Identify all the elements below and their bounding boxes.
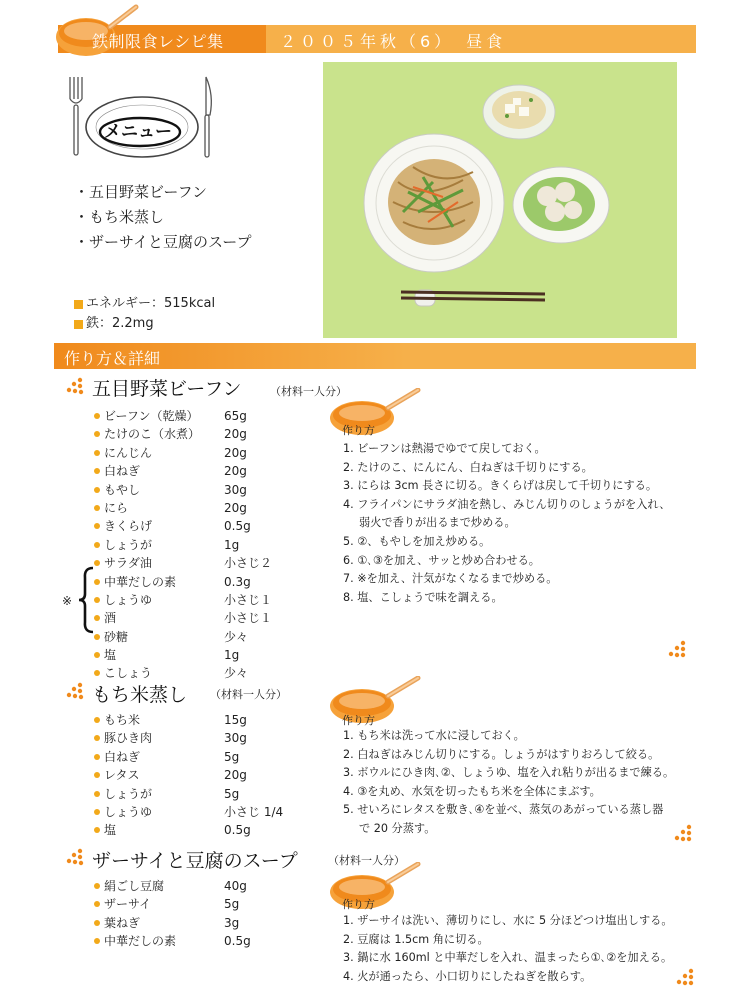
pan-label: 作り方 xyxy=(342,714,375,727)
step-item: 3. にらは 3cm 長さに切る。きくらげは戻して千切りにする。 xyxy=(343,479,658,493)
step-item: 1. もち米は洗って水に浸しておく。 xyxy=(343,729,525,742)
bullet-icon xyxy=(94,938,100,944)
ingredient-name: 砂糖 xyxy=(104,629,129,644)
step-list xyxy=(343,727,674,839)
menu-item: ・ザーサイと豆腐のスープ xyxy=(74,233,252,251)
step-item: 1. ビーフンは熱湯でゆでて戻しておく。 xyxy=(343,442,546,455)
energy-row xyxy=(74,294,215,314)
step-item: 5. せいろにレタスを敷き､④を並べ、蒸気のあがっている蒸し器 xyxy=(343,803,664,817)
ingredient-name: こしょう xyxy=(104,666,153,681)
ingredient-name: たけのこ（水煮） xyxy=(104,427,201,442)
ingredient-qty: 小さじ 1/4 xyxy=(224,804,284,819)
energy-value: エネルギー：515kcal xyxy=(86,296,216,311)
ingredient-name: 葉ねぎ xyxy=(104,915,141,930)
ingredient-name: 中華だしの素 xyxy=(104,934,177,949)
section-bar xyxy=(54,343,696,369)
ingredient-name: 白ねぎ xyxy=(104,464,141,479)
ingredient-name: 豚ひき肉 xyxy=(104,731,153,746)
dots-icon xyxy=(674,824,694,842)
step-item: 2. 白ねぎはみじん切りにする。しょうがはすりおろして絞る。 xyxy=(343,747,660,761)
ingredient-name: 絹ごし豆腐 xyxy=(104,879,165,893)
step-item: 6. ①､③を加え、サッと炒め合わせる。 xyxy=(343,553,540,567)
ingredient-qty: 20g xyxy=(224,427,247,442)
ingredient-name: 白ねぎ xyxy=(104,749,141,764)
step-item: 2. 豆腐は 1.5cm 角に切る。 xyxy=(343,932,489,946)
ingredient-qty: 0.5g xyxy=(224,519,251,534)
bullet-icon xyxy=(94,791,100,797)
ingredient-name: にら xyxy=(104,500,129,515)
bullet-icon xyxy=(94,413,100,419)
ingredient-name: 塩 xyxy=(104,648,117,663)
ingredient-qty: 20g xyxy=(224,500,247,515)
iron-row xyxy=(74,314,215,334)
ingredient-qty: 5g xyxy=(224,897,240,912)
bullet-icon xyxy=(94,450,100,456)
ingredient-name: ビーフン（乾燥） xyxy=(104,409,199,423)
recipe-servings: （材料一人分） xyxy=(328,854,405,867)
dots-icon xyxy=(66,377,86,395)
ingredient-name: しょうゆ xyxy=(104,804,153,819)
ingredient-qty: 40g xyxy=(224,879,247,893)
bullet-icon xyxy=(94,920,100,926)
meal-photo-illustration xyxy=(323,62,677,338)
ingredient-name: しょうが xyxy=(104,786,153,801)
ingredient-name: しょうゆ xyxy=(104,592,153,607)
recipe-title: 五目野菜ビーフン xyxy=(92,378,242,400)
ingredient-qty: 1g xyxy=(224,537,240,552)
ingredient-name: 塩 xyxy=(104,823,117,838)
pan-label: 作り方 xyxy=(342,898,375,911)
ingredient-qty: 5g xyxy=(224,749,240,764)
ingredient-qty: 30g xyxy=(224,731,247,746)
ingredient-qty: 0.5g xyxy=(224,934,251,949)
header-title: 鉄制限食レシピ集 xyxy=(92,32,224,51)
dots-icon xyxy=(668,640,688,658)
bullet-icon xyxy=(94,717,100,723)
bullet-icon xyxy=(94,754,100,760)
recipe-title: もち米蒸し xyxy=(92,684,188,706)
dots-icon xyxy=(66,848,86,866)
menu-list xyxy=(74,180,251,255)
recipe-servings: （材料一人分） xyxy=(210,688,287,701)
bullet-icon xyxy=(94,431,100,437)
bullet-icon xyxy=(94,523,100,529)
step-item: 4. 火が通ったら、小口切りにしたねぎを散らす。 xyxy=(343,969,592,983)
ingredient-name: もやし xyxy=(104,482,141,497)
ingredient-qty: 20g xyxy=(224,768,247,783)
pan-label: 作り方 xyxy=(342,424,375,437)
menu-item: ・五目野菜ビーフン xyxy=(74,183,208,201)
ingredient-qty: 小さじ２ xyxy=(224,556,273,571)
fork-icon xyxy=(70,77,82,155)
step-list xyxy=(343,440,670,607)
step-item: 4. ③を丸め、水気を切ったもち米を全体にまぶす。 xyxy=(343,784,601,798)
ingredient-name: 中華だしの素 xyxy=(104,574,177,589)
dots-icon xyxy=(676,968,696,986)
chopsticks-icon xyxy=(401,290,545,306)
menu-item: ・もち米蒸し xyxy=(74,208,165,226)
step-item: 2. たけのこ、にんにん、白ねぎは千切りにする。 xyxy=(343,460,593,474)
step-list xyxy=(343,912,673,986)
header-subtitle: ２００５年秋（6） 昼食 xyxy=(280,32,507,51)
ingredient-name: にんじん xyxy=(104,445,153,460)
ingredient-qty: 少々 xyxy=(224,666,249,681)
step-item: 3. 鍋に水 160ml と中華だしを入れ、温まったら①､②を加える。 xyxy=(343,951,673,965)
ingredient-name: しょうが xyxy=(104,537,153,552)
steamed-rice-plate-icon xyxy=(513,167,609,243)
soup-bowl-icon xyxy=(483,85,555,139)
ingredient-qty: 3g xyxy=(224,915,240,930)
brace-icon xyxy=(76,566,96,634)
step-item: 7. ※を加え、汁気がなくなるまで炒める。 xyxy=(343,572,558,586)
meal-photo xyxy=(323,62,677,338)
bullet-icon xyxy=(94,772,100,778)
ingredient-qty: 少々 xyxy=(224,629,249,644)
square-bullet-icon xyxy=(74,300,83,309)
ingredient-qty: 0.5g xyxy=(224,823,251,838)
ingredient-name: 酒 xyxy=(104,611,117,626)
bullet-icon xyxy=(94,542,100,548)
ingredient-name: きくらげ xyxy=(104,519,153,534)
bullet-icon xyxy=(94,468,100,474)
ingredient-qty: 30g xyxy=(224,482,247,497)
bullet-icon xyxy=(94,827,100,833)
step-item: 4. フライパンにサラダ油を熱し、みじん切りのしょうがを入れ、 xyxy=(343,497,671,511)
bullet-icon xyxy=(94,809,100,815)
step-item: 弱火で香りが出るまで炒める。 xyxy=(359,516,516,530)
bullet-icon xyxy=(94,487,100,493)
knife-icon xyxy=(205,77,211,157)
menu-label: メニュー xyxy=(104,122,172,142)
ingredient-name: サラダ油 xyxy=(104,556,152,571)
ingredient-qty: 5g xyxy=(224,786,240,801)
ingredient-name: レタス xyxy=(104,768,140,783)
bullet-icon xyxy=(94,883,100,889)
iron-value: 鉄：2.2mg xyxy=(86,316,154,331)
ingredient-qty: 15g xyxy=(224,713,247,727)
ingredient-qty: 20g xyxy=(224,464,247,479)
step-item: 1. ザーサイは洗い、薄切りにし、水に 5 分ほどつけ塩出しする。 xyxy=(343,914,673,927)
recipe-servings: （材料一人分） xyxy=(270,385,347,398)
ingredient-qty: 1g xyxy=(224,648,240,663)
section-title: 作り方＆詳細 xyxy=(64,349,161,368)
ingredient-qty: 20g xyxy=(224,445,247,460)
header-band xyxy=(0,25,750,53)
recipe-title: ザーサイと豆腐のスープ xyxy=(92,850,298,872)
step-item: 8. 塩、こしょうで味を調える。 xyxy=(343,590,503,604)
ingredient-qty: 小さじ１ xyxy=(224,592,273,607)
ingredient-qty: 0.3g xyxy=(224,574,251,589)
square-bullet-icon xyxy=(74,320,83,329)
bullet-icon xyxy=(94,652,100,658)
bullet-icon xyxy=(94,634,100,640)
bullet-icon xyxy=(94,505,100,511)
noodle-plate-icon xyxy=(364,134,504,272)
bullet-icon xyxy=(94,901,100,907)
note-mark: ※ xyxy=(62,594,73,608)
ingredient-name: ザーサイ xyxy=(104,897,152,912)
ingredient-qty: 小さじ１ xyxy=(224,611,273,626)
step-item: 3. ボウルにひき肉､②、しょうゆ、塩を入れ粘りが出るまで練る。 xyxy=(343,766,675,780)
bullet-icon xyxy=(94,670,100,676)
bullet-icon xyxy=(94,735,100,741)
dots-icon xyxy=(66,682,86,700)
ingredient-qty: 65g xyxy=(224,409,247,423)
step-item: で 20 分蒸す。 xyxy=(359,821,436,835)
step-item: 5. ②、もやしを加え炒める。 xyxy=(343,534,491,548)
ingredient-name: もち米 xyxy=(104,713,141,727)
nutrition-info xyxy=(74,294,215,334)
